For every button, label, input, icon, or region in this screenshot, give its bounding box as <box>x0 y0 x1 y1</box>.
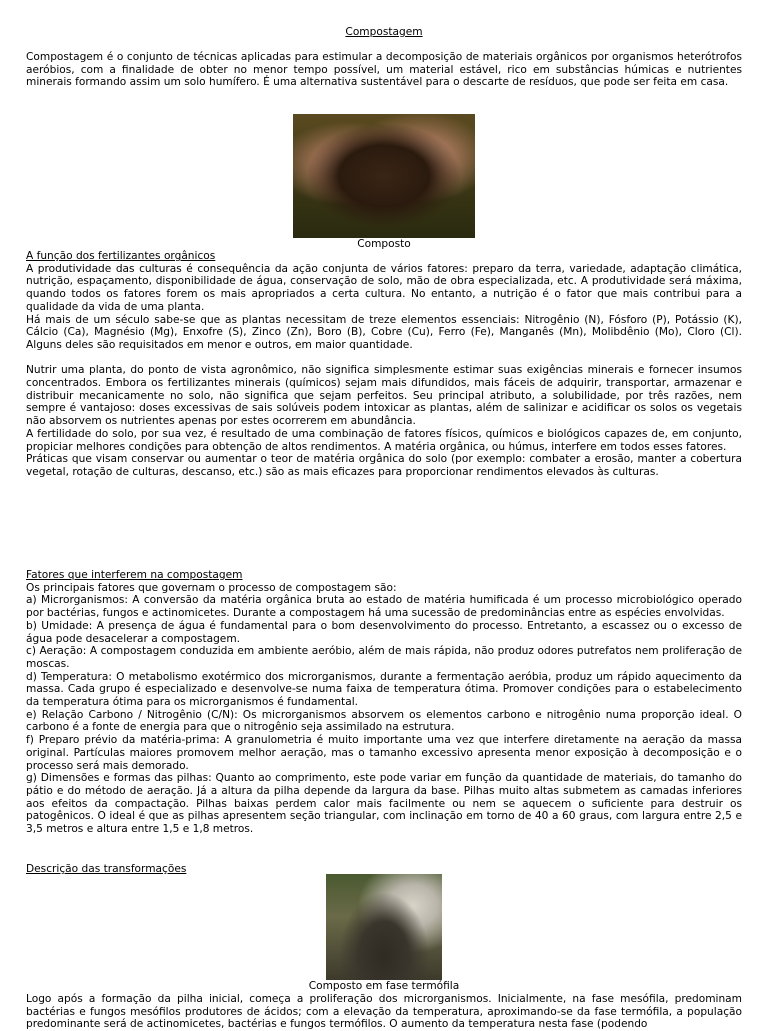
paragraph: A produtividade das culturas é consequência da ação conjunta de vários fatores: preparo da terra, variedade, adaptação climática, nutrição, espaçamento, disponibilidade de água, conservação de solo, mão de obra especializada, etc. A produtividade será máxima, quando todos os fatores forem os mais apropriados a certa cultura. No entanto, a nutrição é o fator que mais contribui para a qualidade da vida de uma planta. <box>26 262 742 313</box>
list-item: f) Preparo prévio da matéria-prima: A granulometria é muito importante uma vez que interfere diretamente na aeração da massa original. Partículas maiores promovem melhor aeração, mas o tamanho excessivo apresenta menor exposição à decomposição e o processo será mais demorado. <box>26 734 742 772</box>
paragraph: Os principais fatores que governam o processo de compostagem são: <box>26 581 397 594</box>
figure-caption: Composto <box>357 238 411 250</box>
paragraph: Logo após a formação da pilha inicial, começa a proliferação dos microrganismos. Inicialmente, na fase mesófila, predominam bactérias e fungos mesófilos produtores de ácidos; com a elevação da temperatura, aproximando-se da fase termófila, a população predominante será de actinomicetes, bactérias e fungos termófilos. O aumento da temperatura nesta fase (podendo <box>26 993 742 1031</box>
section-fertilizers <box>26 250 742 479</box>
list-item: c) Aeração: A compostagem conduzida em ambiente aeróbio, além de mais rápida, não produz odores putrefatos nem proliferação de moscas. <box>26 645 742 670</box>
compost-in-hands-image <box>293 114 475 238</box>
paragraph: A fertilidade do solo, por sua vez, é resultado de uma combinação de fatores físicos, químicos e biológicos capazes de, em conjunto, propiciar melhores condições para obtenção de altos rendimentos. A matéria orgânica, ou húmus, interfere em todos esses fatores. <box>26 427 742 453</box>
section-factors <box>26 569 742 836</box>
section-heading: A função dos fertilizantes orgânicos <box>26 250 216 262</box>
list-item: g) Dimensões e formas das pilhas: Quanto ao comprimento, este pode variar em função da quantidade de materiais, do tamanho do pátio e do método de aeração. Já a altura da pilha depende da largura da base. Pilhas muito altas submetem as camadas inferiores aos efeitos da compactação. Pilhas baixas perdem calor mais facilmente ou nem se aquecem o suficiente para destruir os patogênicos. O ideal é que as pilhas apresentem seção triangular, com inclinação em torno de 40 a 60 graus, com largura entre 2,5 e 3,5 metros e altura entre 1,5 e 1,8 metros. <box>26 772 742 836</box>
intro-paragraph: Compostagem é o conjunto de técnicas aplicadas para estimular a decomposição de materiais orgânicos por organismos heterótrofos aeróbios, com a finalidade de obter no menor tempo possível, um material estável, rico em substâncias húmicas e nutrientes minerais formando assim um solo humífero. É uma alternativa sustentável para o descarte de resíduos, que pode ser feita em casa. <box>26 51 742 89</box>
list-item: e) Relação Carbono / Nitrogênio (C/N): Os microrganismos absorvem os elementos carbono e nitrogênio numa proporção ideal. O carbono é a fonte de energia para que o nitrogênio seja assimilado na estrutura. <box>26 708 742 734</box>
compost-pile-image <box>326 874 442 980</box>
section-heading: Descrição das transformações <box>26 863 187 875</box>
figure-caption: Composto em fase termófila <box>308 980 460 992</box>
figure-pile <box>26 874 742 993</box>
list-item: a) Microrganismos: A conversão da matéria orgânica bruta ao estado de matéria humificada é um processo microbiológico operado por bactérias, fungos e actinomicetes. Durante a compostagem há uma sucessão de predominâncias entre as espécies envolvidas. <box>26 594 742 620</box>
paragraph: Há mais de um século sabe-se que as plantas necessitam de treze elementos essenciais: Nitrogênio (N), Fósforo (P), Potássio (K), Cálcio (Ca), Magnésio (Mg), Enxofre (S), Zinco (Zn), Boro (B), Cobre (Cu), Ferro (Fe), Manganês (Mn), Molibdênio (Mo), Cloro (Cl). Alguns deles são requisitados em menor e outros, em maior quantidade. <box>26 313 742 351</box>
list-item: b) Umidade: A presença de água é fundamental para o bom desenvolvimento do processo. Entretanto, a escassez ou o excesso de água pode desacelerar a compostagem. <box>26 619 742 645</box>
list-item: d) Temperatura: O metabolismo exotérmico dos microrganismos, durante a fermentação aeróbia, produz um rápido aquecimento da massa. Cada grupo é especializado e desenvolve-se numa faixa de temperatura ótima. Promover condições para o estabelecimento da temperatura ótima para os microrganismos é fundamental. <box>26 670 742 709</box>
figure-compost <box>26 114 742 251</box>
page-title: Compostagem <box>345 26 423 38</box>
section-heading: Fatores que interferem na compostagem <box>26 569 243 581</box>
paragraph: Nutrir uma planta, do ponto de vista agronômico, não significa simplesmente estimar suas exigências minerais e fornecer insumos concentrados. Embora os fertilizantes minerais (químicos) sejam mais difundidos, mais fáceis de adquirir, transportar, armazenar e distribuir mecanicamente no solo, não significa que sejam perfeitos. Seu principal atributo, a solubilidade, por três razões, nem sempre é vantajoso: doses excessivas de sais solúveis podem intoxicar as plantas, além de salinizar e acidificar os solos os vegetais não absorvem os nutrientes apenas por estes ocorrerem em abundância. <box>26 364 742 428</box>
paragraph: Práticas que visam conservar ou aumentar o teor de matéria orgânica do solo (por exemplo: combater a erosão, manter a cobertura vegetal, rotação de culturas, descanso, etc.) são as mais eficazes para proporcionar rendimentos elevados às culturas. <box>26 453 742 478</box>
